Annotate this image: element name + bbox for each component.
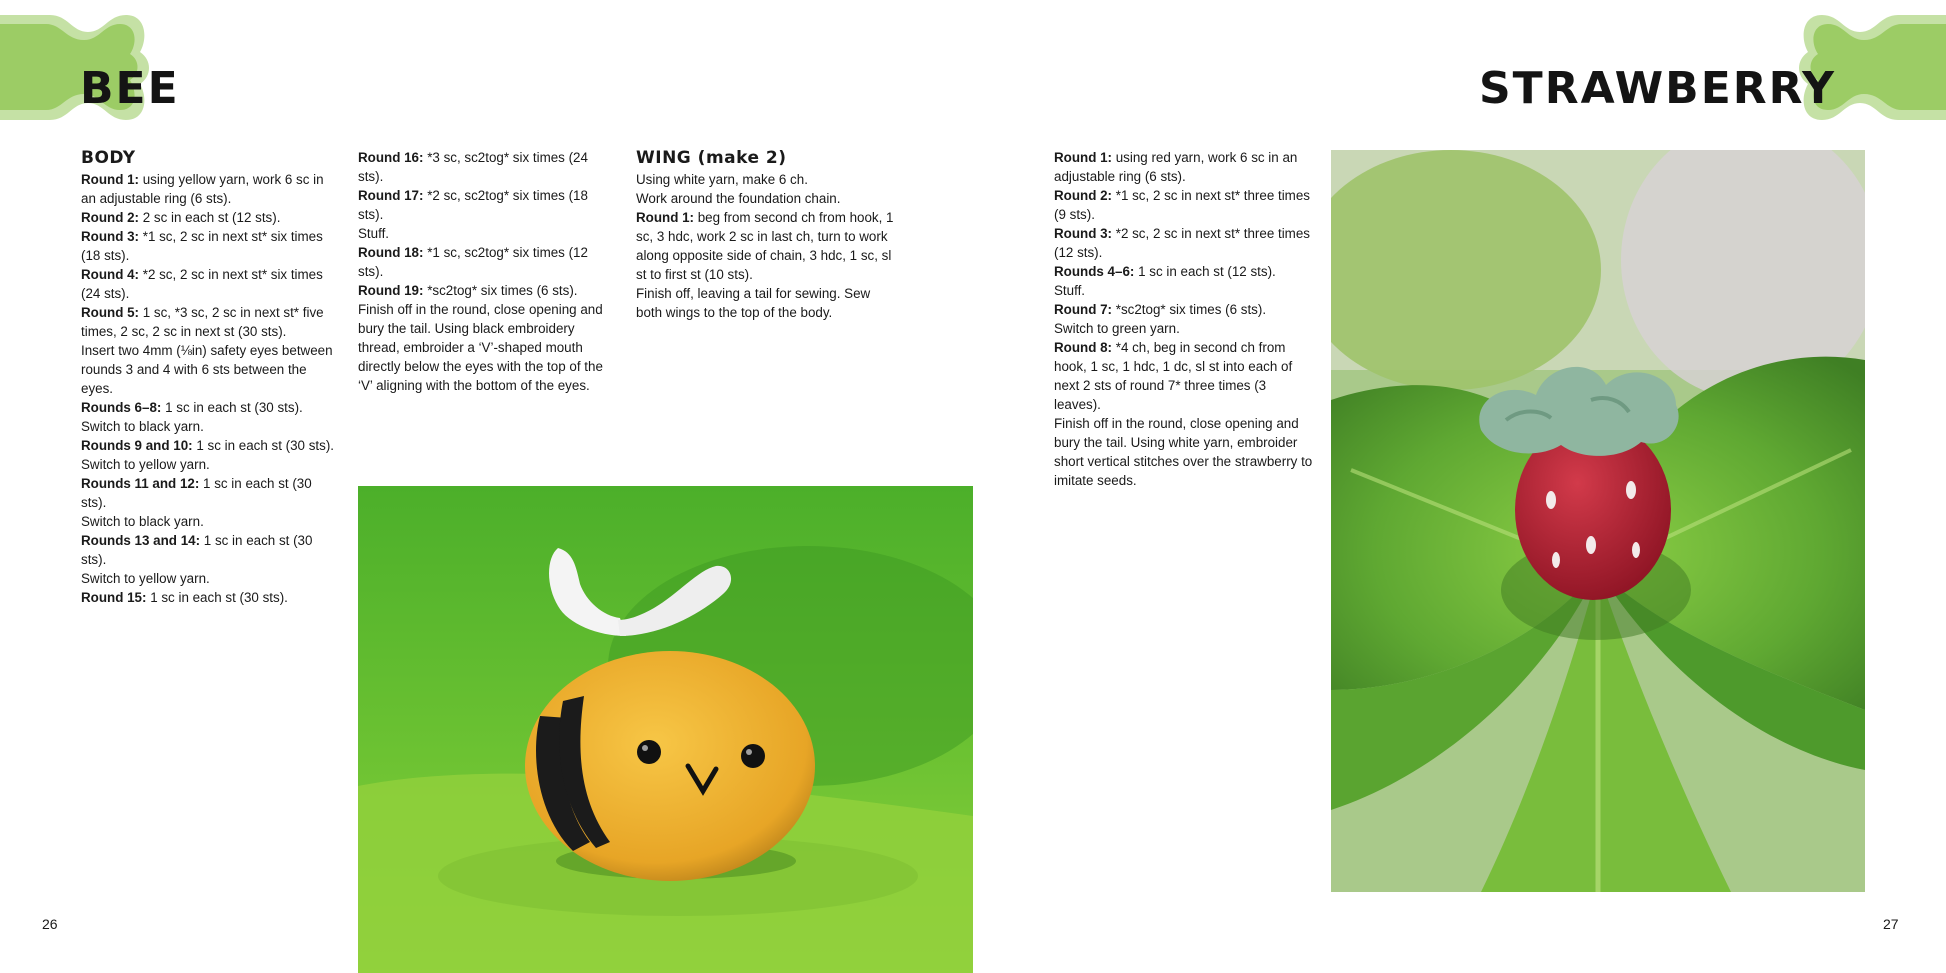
instruction-text: 1 sc in each st (30 sts). [81,476,312,510]
round-label: Rounds 9 and 10: [81,438,193,453]
instruction-text: *2 sc, sc2tog* six times (18 sts). [358,188,588,222]
instruction-line [358,243,611,281]
round-label: Rounds 11 and 12: [81,476,200,491]
instruction-line [1054,281,1316,300]
instruction-line [1054,319,1316,338]
round-label: Round 1: [1054,150,1113,165]
instruction-text: Switch to yellow yarn. [81,571,210,586]
instruction-text: Finish off, leaving a tail for sewing. Sew both wings to the top of the body. [636,286,871,320]
instruction-text: 1 sc in each st (30 sts). [192,438,335,453]
bee-photo [358,486,973,973]
round-label: Round 4: [81,267,140,282]
instruction-text: *1 sc, 2 sc in next st* three times (9 sts). [1054,188,1310,222]
round-label: Round 16: [358,150,424,165]
instruction-text: Stuff. [1054,283,1086,298]
instruction-text: *1 sc, sc2tog* six times (12 sts). [358,245,588,279]
instruction-text: *sc2tog* six times (6 sts). [423,283,578,298]
round-label: Rounds 6–8: [81,400,162,415]
instruction-text: Finish off in the round, close opening and bury the tail. Using black embroidery thread, embroider a ‘V’-shaped mouth directly below the eyes with the top of the ‘V’ aligning with the bottom of the eyes. [358,302,603,393]
right-page [973,0,1946,973]
instruction-text: Work around the foundation chain. [636,191,841,206]
instruction-line [636,189,898,208]
round-label: Round 5: [81,305,140,320]
page-number-right: 27 [1883,916,1899,932]
instruction-line [358,300,611,395]
instruction-text: Finish off in the round, close opening and bury the tail. Using white yarn, embroider short vertical stitches over the strawberry to imitate seeds. [1054,416,1313,488]
body-instructions [81,148,338,607]
instruction-line [81,208,338,227]
section-heading-wing: WING (make 2) [636,148,787,168]
instruction-line [1054,262,1316,281]
round-label: Round 1: [81,172,140,187]
instruction-line [81,170,338,208]
instruction-text: 2 sc in each st (12 sts). [139,210,281,225]
strawberry-photo [1331,150,1865,892]
round-label: Round 3: [81,229,140,244]
instruction-line [1054,338,1316,414]
instruction-text: 1 sc in each st (12 sts). [1134,264,1276,279]
instruction-line [1054,186,1316,224]
wing-instructions [636,148,898,322]
page-number-left: 26 [42,916,58,932]
instruction-line [81,436,338,455]
instruction-line [81,474,338,512]
round-label: Round 1: [636,210,695,225]
round-label: Round 15: [81,590,147,605]
instruction-text: *2 sc, 2 sc in next st* six times (24 sts). [81,267,323,301]
page-title-bee: BEE [80,63,180,114]
round-label: Round 18: [358,245,424,260]
instruction-line [1054,300,1316,319]
round-label: Round 19: [358,283,424,298]
instruction-text: 1 sc, *3 sc, 2 sc in next st* five times, 2 sc, 2 sc in next st (30 sts). [81,305,324,339]
instruction-text: *1 sc, 2 sc in next st* six times (18 sts). [81,229,323,263]
page-title-strawberry: STRAWBERRY [1478,63,1836,114]
body-instructions-continued [358,148,611,395]
instruction-line [81,227,338,265]
instruction-text: Switch to green yarn. [1054,321,1180,336]
section-heading-body: BODY [81,148,136,168]
instruction-line [358,148,611,186]
instruction-line [81,455,338,474]
instruction-line [636,284,898,322]
instruction-line [636,170,898,189]
round-label: Round 2: [1054,188,1113,203]
instruction-line [81,531,338,569]
instruction-text: *4 ch, beg in second ch from hook, 1 sc, 1 hdc, 1 dc, sl st into each of next 2 sts of round 7* three times (3 leaves). [1054,340,1293,412]
instruction-text: Insert two 4mm (⅛in) safety eyes between rounds 3 and 4 with 6 sts between the eyes. [81,343,333,396]
instruction-text: *2 sc, 2 sc in next st* three times (12 sts). [1054,226,1310,260]
instruction-text: 1 sc in each st (30 sts). [161,400,303,415]
instruction-line [81,341,338,398]
instruction-line [1054,224,1316,262]
instruction-line [81,417,338,436]
instruction-text: *sc2tog* six times (6 sts). [1112,302,1267,317]
instruction-line [81,265,338,303]
round-label: Round 2: [81,210,140,225]
instruction-text: 1 sc in each st (30 sts). [146,590,288,605]
instruction-text: Switch to yellow yarn. [81,457,210,472]
instruction-text: Switch to black yarn. [81,419,204,434]
round-label: Rounds 4–6: [1054,264,1135,279]
instruction-text: using yellow yarn, work 6 sc in an adjustable ring (6 sts). [81,172,324,206]
instruction-line [81,303,338,341]
instruction-text: Using white yarn, make 6 ch. [636,172,808,187]
round-label: Round 7: [1054,302,1113,317]
instruction-text: Switch to black yarn. [81,514,204,529]
instruction-text: *3 sc, sc2tog* six times (24 sts). [358,150,588,184]
round-label: Round 17: [358,188,424,203]
strawberry-instructions [1054,148,1316,490]
instruction-line [358,224,611,243]
instruction-line [358,281,611,300]
instruction-line [81,569,338,588]
instruction-line [81,398,338,417]
instruction-text: 1 sc in each st (30 sts). [81,533,313,567]
instruction-line [81,588,338,607]
instruction-line [636,208,898,284]
instruction-text: using red yarn, work 6 sc in an adjustable ring (6 sts). [1054,150,1298,184]
instruction-line [358,186,611,224]
round-label: Round 8: [1054,340,1113,355]
round-label: Rounds 13 and 14: [81,533,201,548]
instruction-line [81,512,338,531]
instruction-text: beg from second ch from hook, 1 sc, 3 hdc, work 2 sc in last ch, turn to work along opposite side of chain, 3 hdc, 1 sc, sl st to first st (10 sts). [636,210,894,282]
instruction-line [1054,148,1316,186]
instruction-line [1054,414,1316,490]
round-label: Round 3: [1054,226,1113,241]
instruction-text: Stuff. [358,226,390,241]
